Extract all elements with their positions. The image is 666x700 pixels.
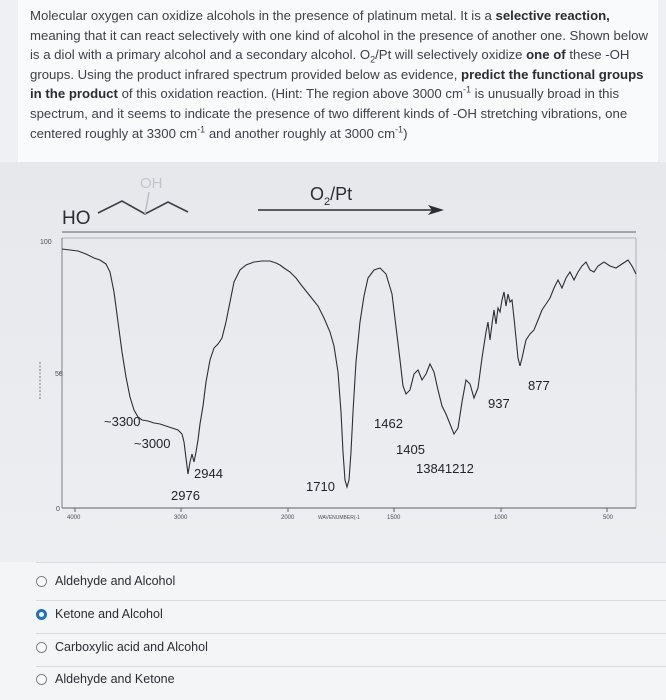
reagent-sub: 2 [324, 196, 331, 208]
peak-label: ~3300 [104, 414, 141, 429]
answer-option-aldehyde-ketone[interactable] [36, 666, 175, 692]
question-sentence: /Pt will selectively oxidize [375, 47, 527, 63]
x-tick-marks [75, 508, 607, 512]
peak-label: 1710 [306, 479, 335, 494]
answer-option-aldehyde-alcohol[interactable] [36, 568, 175, 594]
peak-label: 2944 [194, 466, 223, 481]
radio-button-selected[interactable] [36, 609, 47, 620]
superscript: -1 [395, 124, 404, 135]
answer-label: Aldehyde and Alcohol [55, 574, 176, 588]
reagent-label [310, 184, 352, 208]
peak-label: 13841212 [416, 461, 474, 476]
peak-label: 1462 [374, 416, 403, 431]
reactant-ho-label: HO [62, 208, 91, 229]
peak-labels [104, 378, 550, 503]
reactant-oh-label: OH [140, 175, 163, 192]
x-axis-title: WAVENUMBER(-1 [318, 515, 360, 521]
peak-label: 877 [528, 378, 550, 393]
superscript: -1 [462, 84, 471, 95]
reaction-scheme [62, 175, 444, 229]
question-sentence: is unusually broad in this spectrum, and it seems to indicate the presence of two different kinds of -OH stretching vibrations, one centered roughly at 3300 cm [30, 86, 628, 141]
answer-label: Ketone and Alcohol [55, 607, 163, 621]
subscript: 2 [370, 54, 376, 65]
answer-option-carboxylic-acid-alcohol[interactable] [36, 634, 208, 660]
superscript: -1 [197, 124, 206, 135]
x-tick-label: 1000 [494, 515, 508, 521]
question-card [18, 0, 658, 162]
radio-button[interactable] [36, 642, 47, 653]
reagent-tail: /Pt [330, 184, 353, 204]
peak-label: 937 [488, 396, 510, 411]
radio-button[interactable] [36, 674, 47, 685]
x-tick-label: 3000 [174, 515, 188, 521]
y-tick-label: 0 [56, 506, 60, 513]
row-divider [36, 562, 666, 563]
question-bold-text: predict the functional groups in the product [30, 66, 644, 102]
answer-options [0, 562, 666, 700]
x-tick-label: 4000 [67, 515, 81, 521]
question-sentence: and another roughly at 3000 cm [205, 125, 396, 141]
answer-option-ketone-alcohol[interactable] [36, 601, 163, 627]
question-sentence: these -OH groups. Using the product infrared spectrum provided below as evidence, [30, 47, 630, 82]
radio-button[interactable] [36, 576, 47, 587]
y-tick-label: 100 [40, 239, 52, 246]
reagent-o: O [310, 184, 325, 204]
x-tick-label: 2000 [281, 515, 295, 521]
question-sentence: Molecular oxygen can oxidize alcohols in the presence of platinum metal. It is a [30, 8, 496, 23]
ir-spectrum-figure [0, 162, 666, 562]
question-bold-text: selective reaction, [495, 8, 610, 23]
question-text [30, 6, 652, 143]
peak-label: 2976 [171, 488, 200, 503]
ir-spectrum-trace [62, 249, 636, 487]
x-tick-label: 1500 [387, 515, 401, 521]
ir-spectrum-svg [0, 162, 666, 562]
question-sentence: meaning that it can react selectively with one kind of alcohol in the presence of another one. Shown below is a diol with a primary alcohol and a secondary alcohol. O [30, 27, 648, 63]
question-bold-text: one of [526, 47, 566, 63]
question-sentence: of this oxidation reaction. (Hint: The region above 3000 cm [117, 86, 463, 102]
diol-skeleton [98, 201, 188, 214]
peak-label: ~3000 [134, 436, 171, 451]
oh-bond [145, 192, 149, 214]
y-tick-label: 50 [55, 371, 63, 378]
answer-label: Carboxylic acid and Alcohol [55, 640, 208, 654]
question-sentence: ) [403, 125, 408, 141]
peak-label: 1405 [396, 442, 425, 457]
answer-label: Aldehyde and Ketone [55, 672, 175, 686]
x-tick-label: 500 [603, 515, 614, 521]
